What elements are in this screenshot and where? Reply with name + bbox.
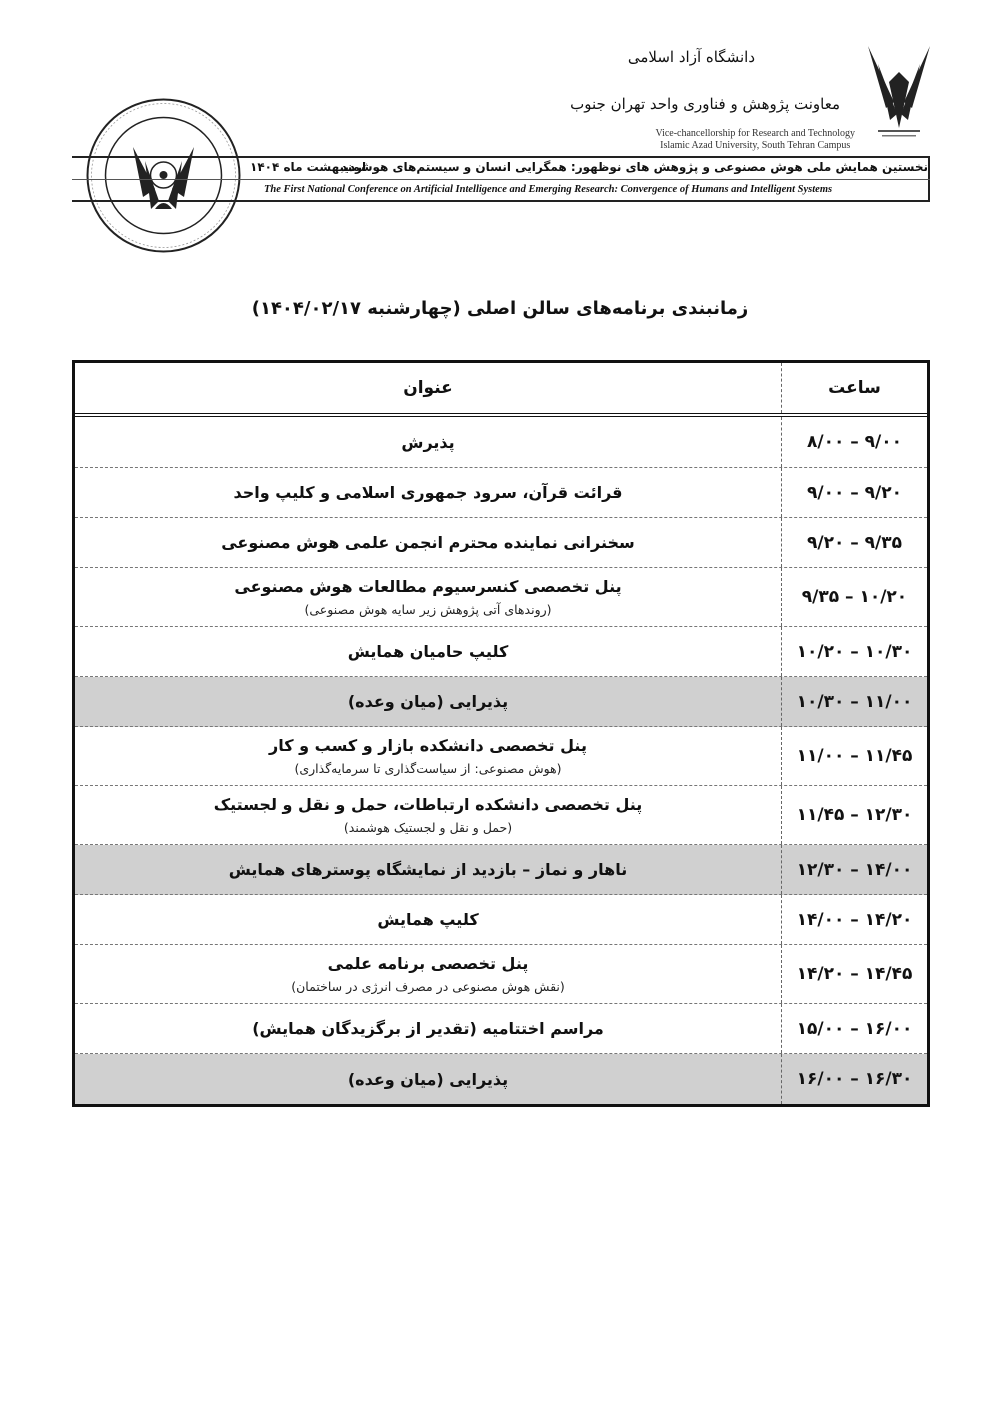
table-row xyxy=(75,945,927,1004)
table-row xyxy=(75,1054,927,1104)
time-cell: ۹/۰۰ – ۹/۲۰ xyxy=(781,468,927,517)
title-cell xyxy=(75,945,781,1003)
table-row xyxy=(75,727,927,786)
time-cell: ۱۱/۰۰ – ۱۱/۴۵ xyxy=(781,727,927,785)
banner-divider xyxy=(72,179,930,180)
title-cell xyxy=(75,468,781,517)
conference-title-fa: نخستین همایش ملی هوش مصنوعی و پژوهش های نوظهور: همگرایی انسان و سیستم‌های هوشمند xyxy=(340,160,928,174)
session-title: مراسم اختتامیه (تقدیر از برگزیدگان همایش) xyxy=(252,1019,604,1038)
time-column-header: ساعت xyxy=(781,363,927,413)
time-cell: ۱۴/۰۰ – ۱۴/۲۰ xyxy=(781,895,927,944)
title-cell xyxy=(75,518,781,567)
table-row xyxy=(75,568,927,627)
time-cell: ۱۶/۰۰ – ۱۶/۳۰ xyxy=(781,1054,927,1104)
title-cell xyxy=(75,845,781,894)
time-cell: ۹/۳۵ – ۱۰/۲۰ xyxy=(781,568,927,626)
table-row xyxy=(75,895,927,945)
table-header-row xyxy=(75,363,927,417)
session-title: پنل تخصصی دانشکده ارتباطات، حمل و نقل و لجستیک xyxy=(213,795,643,814)
table-body xyxy=(75,417,927,1104)
session-title: پذیرایی (میان وعده) xyxy=(347,1069,509,1089)
session-title: پنل تخصصی دانشکده بازار و کسب و کار xyxy=(269,736,587,755)
time-cell: ۸/۰۰ – ۹/۰۰ xyxy=(781,417,927,467)
session-title: پنل تخصصی کنسرسیوم مطالعات هوش مصنوعی xyxy=(234,577,622,596)
schedule-table xyxy=(72,360,930,1107)
session-title: سخنرانی نماینده محترم انجمن علمی هوش مصنوعی xyxy=(221,533,635,552)
title-cell xyxy=(75,1054,781,1104)
session-title: پنل تخصصی برنامه علمی xyxy=(327,954,529,973)
time-cell: ۹/۲۰ – ۹/۳۵ xyxy=(781,518,927,567)
session-title: پذیرایی (میان وعده) xyxy=(347,692,509,711)
title-cell xyxy=(75,727,781,785)
time-cell: ۱۰/۲۰ – ۱۰/۳۰ xyxy=(781,627,927,676)
title-cell xyxy=(75,417,781,467)
time-cell: ۱۱/۴۵ – ۱۲/۳۰ xyxy=(781,786,927,844)
session-subtitle: (نقش هوش مصنوعی در مصرف انرژی در ساختمان) xyxy=(291,979,565,994)
time-cell: ۱۲/۳۰ – ۱۴/۰۰ xyxy=(781,845,927,894)
conference-date: اردیبهشت ماه ۱۴۰۴ xyxy=(250,160,367,174)
table-row xyxy=(75,786,927,845)
table-row xyxy=(75,845,927,895)
title-cell xyxy=(75,627,781,676)
session-title: کلیپ همایش xyxy=(377,910,479,929)
vice-chancellery-english xyxy=(655,128,855,152)
time-cell: ۱۴/۲۰ – ۱۴/۴۵ xyxy=(781,945,927,1003)
vice-chancellery-english-line1: Vice-chancellorship for Research and Technology xyxy=(655,128,855,139)
session-subtitle: (روندهای آتی پژوهش زیر سایه هوش مصنوعی) xyxy=(304,602,552,617)
session-title: کلیپ حامیان همایش xyxy=(347,642,509,661)
title-cell xyxy=(75,1004,781,1053)
table-row xyxy=(75,417,927,468)
table-row xyxy=(75,468,927,518)
session-title: ناهار و نماز – بازدید از نمایشگاه پوسترهای همایش xyxy=(228,860,628,879)
vice-chancellery-english-line2: Islamic Azad University, South Tehran Campus xyxy=(660,140,851,151)
page-title: زمانبندی برنامه‌های سالن اصلی (چهارشنبه ۱۴۰۴/۰۲/۱۷) xyxy=(251,298,749,319)
session-subtitle: (هوش مصنوعی: از سیاست‌گذاری تا سرمایه‌گذاری) xyxy=(294,761,562,776)
time-cell: ۱۵/۰۰ – ۱۶/۰۰ xyxy=(781,1004,927,1053)
title-cell xyxy=(75,786,781,844)
university-name: دانشگاه آزاد اسلامی xyxy=(627,48,755,66)
title-cell xyxy=(75,677,781,726)
session-title: قرائت قرآن، سرود جمهوری اسلامی و کلیپ واحد xyxy=(233,483,623,502)
table-row xyxy=(75,1004,927,1054)
session-subtitle: (حمل و نقل و لجستیک هوشمند) xyxy=(343,820,513,835)
title-cell xyxy=(75,568,781,626)
table-row xyxy=(75,627,927,677)
vice-chancellery-name: معاونت پژوهش و فناوری واحد تهران جنوب xyxy=(570,95,840,113)
azad-university-logo-icon xyxy=(864,42,934,144)
time-cell: ۱۰/۳۰ – ۱۱/۰۰ xyxy=(781,677,927,726)
session-title: پذیرش xyxy=(401,432,455,452)
table-row xyxy=(75,518,927,568)
title-column-header: عنوان xyxy=(403,378,453,398)
conference-title-en: The First National Conference on Artificial Intelligence and Emerging Research: Convergence of Humans and Intelligent Systems xyxy=(264,184,833,195)
title-cell xyxy=(75,895,781,944)
table-row xyxy=(75,677,927,727)
